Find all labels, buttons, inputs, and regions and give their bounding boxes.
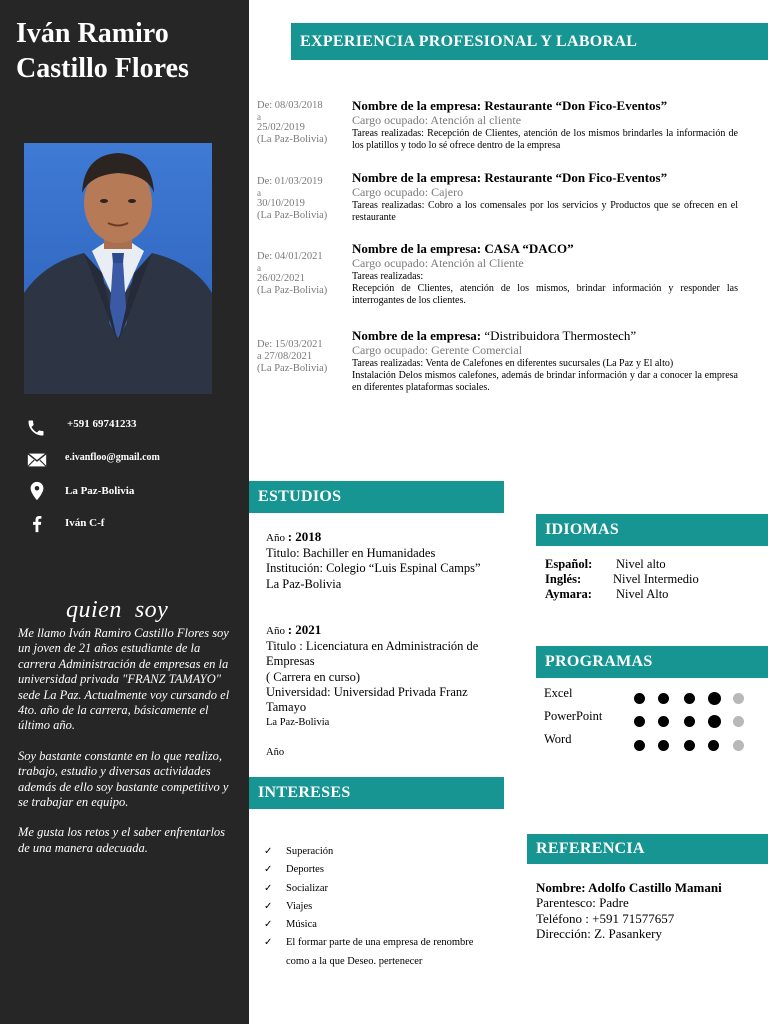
- study-2-status: ( Carrera en curso): [266, 669, 361, 684]
- rating-dot-filled: [684, 693, 695, 704]
- exp-1-company: Nombre de la empresa: Restaurante “Don Fico-Eventos”: [352, 98, 668, 113]
- program-label-word: Word: [544, 732, 572, 746]
- rating-dot-filled: [634, 716, 645, 727]
- language-name: Español:: [545, 557, 593, 571]
- checkmark-icon: ✓: [264, 846, 273, 857]
- rating-dot-filled: [634, 693, 645, 704]
- exp-2-tasks: Tareas realizadas: Cobro a los comensales por los servicios y Productos que se ofrecen en el restaurante: [352, 200, 738, 223]
- exp-3-date-to: 26/02/2021: [257, 273, 305, 284]
- study-1: [266, 529, 486, 592]
- reference-name: Nombre: Adolfo Castillo Mamani: [536, 880, 722, 895]
- rating-dot-filled: [708, 740, 719, 751]
- language-row-spanish: [545, 557, 666, 572]
- exp-2-a: a: [257, 188, 261, 198]
- reference-header: REFERENCIA: [527, 834, 768, 864]
- exp-4-tasks: Tareas realizadas: Venta de Calefones en diferentes sucursales (La Paz y El alto): [352, 358, 674, 369]
- person-name: [16, 16, 246, 86]
- phone-text: +591 69741233: [67, 418, 137, 430]
- language-level: Nivel Alto: [616, 587, 669, 601]
- rating-dot-filled: [684, 716, 695, 727]
- exp-2-date-to: 30/10/2019: [257, 198, 305, 209]
- reference-block: [536, 880, 756, 942]
- location-text: La Paz-Bolivia: [65, 485, 135, 497]
- email-text: e.ivanfloo@gmail.com: [65, 452, 160, 463]
- language-name: Aymara:: [545, 587, 592, 601]
- exp-3-place: (La Paz-Bolivia): [257, 285, 328, 296]
- exp-1-date-from: De: 08/03/2018: [257, 100, 323, 111]
- study-2: [266, 622, 486, 761]
- exp-3-body: [352, 241, 738, 307]
- checkmark-icon: ✓: [264, 937, 273, 949]
- exp-4-place: (La Paz-Bolivia): [257, 363, 328, 374]
- study-2-title: Titulo : Licenciatura en Administración de Empresas: [266, 639, 479, 669]
- exp-1-a: a: [257, 112, 261, 122]
- language-row-english: [545, 572, 699, 587]
- program-label-excel: Excel: [544, 686, 573, 700]
- rating-dot-filled: [708, 715, 721, 728]
- exp-3-a: a: [257, 263, 261, 273]
- name-line-2: Castillo Flores: [16, 53, 189, 84]
- exp-1-tasks: Tareas realizadas: Recepción de Clientes, atención de los mismos brindarles la información de los platillos y todo lo sé ofrece dentro de la empresa: [352, 128, 738, 151]
- exp-2-dates: [257, 176, 347, 222]
- reference-address: Dirección: Z. Pasankery: [536, 926, 662, 942]
- sidebar: [0, 0, 249, 1024]
- checkmark-icon: ✓: [264, 864, 273, 876]
- language-level: Nivel Intermedio: [613, 572, 699, 586]
- program-label-powerpoint: PowerPoint: [544, 709, 603, 723]
- about-paragraph-1: Me llamo Iván Ramiro Castillo Flores soy un joven de 21 años estudiante de la carrera Administración de empresas en la universidad privada "FRANZ TAMAYO" sede La Paz. Actualmente voy cursando el 4to. año de la carrera, básicamente el último año.: [18, 626, 230, 733]
- exp-1-date-to: 25/02/2019: [257, 122, 305, 133]
- interest-item: ✓ Música: [264, 916, 484, 934]
- reference-relation: Parentesco: Padre: [536, 895, 629, 911]
- rating-dot-empty: [733, 716, 744, 727]
- exp-3-dates: [257, 251, 347, 297]
- exp-3-tasks: Recepción de Clientes, atención de los mismos, brindar información y responder las interrogantes de los clientes.: [352, 283, 738, 306]
- exp-1-body: [352, 98, 738, 152]
- facebook-text: Iván C-f: [65, 517, 105, 529]
- checkmark-icon: ✓: [264, 882, 273, 894]
- phone-icon: [26, 418, 50, 438]
- exp-2-date-from: De: 01/03/2019: [257, 176, 323, 187]
- experience-header: EXPERIENCIA PROFESIONAL Y LABORAL: [291, 23, 768, 60]
- about-text: [18, 626, 236, 871]
- study-2-year: Año : 2021: [266, 622, 322, 637]
- name-line-1: Iván Ramiro: [16, 18, 169, 49]
- language-level: Nivel alto: [616, 557, 666, 571]
- exp-1-place: (La Paz-Bolivia): [257, 134, 328, 145]
- interests-header: INTERESES: [249, 777, 504, 809]
- exp-4-date-from: De: 15/03/2021: [257, 339, 323, 350]
- reference-phone: Teléfono : +591 71577657: [536, 910, 675, 926]
- study-1-institution: Institución: Colegio “Luis Espinal Camps”: [266, 561, 481, 576]
- languages-header: IDIOMAS: [536, 514, 768, 546]
- interests-list: [264, 843, 484, 971]
- facebook-icon: [26, 512, 50, 532]
- study-2-place: La Paz-Bolivia: [266, 717, 330, 729]
- exp-3-company: Nombre de la empresa: CASA “DACO”: [352, 241, 574, 256]
- study-1-year: Año : 2018: [266, 529, 322, 544]
- studies-header: ESTUDIOS: [249, 481, 504, 513]
- rating-dot-filled: [658, 716, 669, 727]
- location-pin-icon: [26, 480, 50, 500]
- rating-dot-filled: [684, 740, 695, 751]
- interest-item: ✓ Superación: [264, 843, 484, 861]
- about-title: quien soy: [66, 597, 169, 623]
- exp-4-tasks-2: Instalación Delos mismos calefones, además de brindar información y dar a conocer la empresa en diferentes plataformas sociales.: [352, 370, 738, 393]
- email-icon: [26, 450, 50, 470]
- study-2-extra: Año: [266, 747, 285, 759]
- interest-item: ✓ Deportes: [264, 861, 484, 879]
- rating-dot-empty: [733, 740, 744, 751]
- about-paragraph-3: Me gusta los retos y el saber enfrentarlos de una manera adecuada.: [18, 825, 226, 855]
- rating-dot-filled: [708, 692, 721, 705]
- exp-3-tasks-label: Tareas realizadas:: [352, 271, 424, 282]
- language-name: Inglés:: [545, 572, 582, 586]
- language-row-aymara: [545, 587, 669, 602]
- exp-1-role: Cargo ocupado: Atención al cliente: [352, 113, 522, 127]
- checkmark-icon: ✓: [264, 919, 273, 931]
- interest-item: ✓ Socializar: [264, 880, 484, 898]
- rating-dot-empty: [733, 693, 744, 704]
- exp-2-body: [352, 170, 738, 224]
- about-paragraph-2: Soy bastante constante en lo que realizo, trabajo, estudio y diversas actividades además de ello soy bastante competitivo y se trabajar en equipo.: [18, 748, 229, 810]
- rating-dot-filled: [658, 740, 669, 751]
- exp-3-date-from: De: 04/01/2021: [257, 251, 323, 262]
- exp-4-role: Cargo ocupado: Gerente Comercial: [352, 343, 523, 357]
- exp-4-body: [352, 328, 738, 394]
- exp-2-place: (La Paz-Bolivia): [257, 210, 328, 221]
- profile-photo: [24, 143, 212, 394]
- exp-4-company: Nombre de la empresa: “Distribuidora Thermostech”: [352, 328, 637, 343]
- study-2-institution: Universidad: Universidad Privada Franz Tamayo: [266, 684, 468, 715]
- exp-2-company: Nombre de la empresa: Restaurante “Don Fico-Eventos”: [352, 170, 668, 185]
- interest-item: ✓ Viajes: [264, 898, 484, 916]
- exp-4-dates: [257, 339, 347, 375]
- exp-2-role: Cargo ocupado: Cajero: [352, 185, 464, 199]
- study-1-title: Titulo: Bachiller en Humanidades: [266, 546, 436, 561]
- study-1-place: La Paz-Bolivia: [266, 576, 342, 591]
- exp-4-date-to: a 27/08/2021: [257, 351, 313, 362]
- rating-dot-filled: [658, 693, 669, 704]
- checkmark-icon: ✓: [264, 900, 273, 912]
- exp-3-role: Cargo ocupado: Atención al Cliente: [352, 256, 524, 270]
- rating-dot-filled: [634, 740, 645, 751]
- exp-1-dates: [257, 100, 347, 146]
- programs-header: PROGRAMAS: [536, 646, 768, 678]
- interest-item: ✓ El formar parte de una empresa de renombre como a la que Deseo. pertenecer: [264, 934, 484, 971]
